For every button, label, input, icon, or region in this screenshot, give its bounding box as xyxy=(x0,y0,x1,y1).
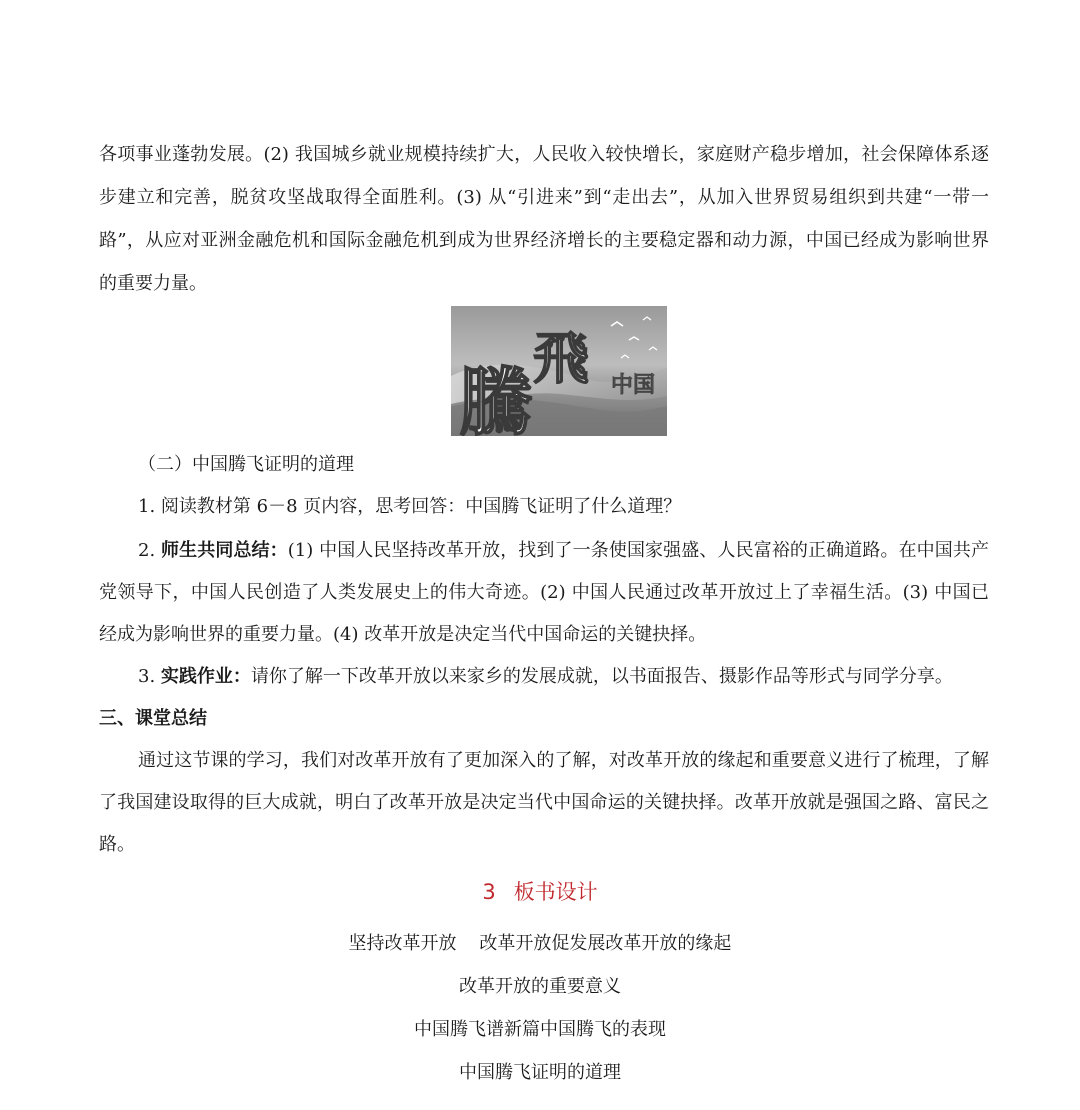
item-2-prefix: 2. xyxy=(138,540,162,561)
board-design-number: 3 xyxy=(482,880,496,904)
heading-class-summary: 三、课堂总结 xyxy=(99,708,207,729)
board-line-2: 改革开放的重要意义 xyxy=(459,976,621,997)
item-1: 1. 阅读教材第 6－8 页内容，思考回答：中国腾飞证明了什么道理？ xyxy=(138,496,682,517)
board-line-3: 中国腾飞谱新篇中国腾飞的表现 xyxy=(414,1019,666,1040)
intro-paragraph: 各项事业蓬勃发展。(2) 我国城乡就业规模持续扩大，人民收入较快增长，家庭财产稳步增加，社会保障体系逐步建立和完善，脱贫攻坚战取得全面胜利。(3) 从“引进来”到“走出去”，从加入世界贸易组织到共建“一带一路”，从应对亚洲金融危机和国际金融危机到成为世界经济增长的主要稳定器和动力源，中国已经成为影响世界的重要力量。 xyxy=(99,144,989,294)
banner-small-text: 中国 xyxy=(611,373,656,398)
board-line-4: 中国腾飞证明的道理 xyxy=(459,1062,621,1083)
china-soaring-banner-image xyxy=(451,306,667,436)
board-design-title xyxy=(0,874,1080,910)
item-2-label: 师生共同总结： xyxy=(161,540,288,561)
item-3 xyxy=(138,662,953,692)
item-3-prefix: 3. xyxy=(138,666,161,687)
item-3-label: 实践作业： xyxy=(160,666,251,687)
summary-paragraph: 通过这节课的学习，我们对改革开放有了更加深入的了解，对改革开放的缘起和重要意义进行了梳理，了解了我国建设取得的巨大成就，明白了改革开放是决定当代中国命运的关键抉择。改革开放就是强国之路、富民之路。 xyxy=(99,750,989,855)
banner-big-char-2: 飛 xyxy=(533,326,589,392)
subsection-title: （二）中国腾飞证明的道理 xyxy=(138,454,354,475)
board-line-1: 坚持改革开放 改革开放促发展改革开放的缘起 xyxy=(348,933,732,954)
item-3-text: 请你了解一下改革开放以来家乡的发展成就，以书面报告、摄影作品等形式与同学分享。 xyxy=(250,666,953,687)
item-2 xyxy=(99,530,989,656)
banner-big-char-1: 騰 xyxy=(459,360,533,436)
item-2-text: (1) 中国人民坚持改革开放，找到了一条使国家强盛、人民富裕的正确道路。在中国共产党领导下，中国人民创造了人类发展史上的伟大奇迹。(2) 中国人民通过改革开放过上了幸福生活。(3) 中国已经成为影响世界的重要力量。(4) 改革开放是决定当代中国命运的关键抉择。 xyxy=(99,540,990,645)
board-design-title-text: 板书设计 xyxy=(513,880,598,904)
